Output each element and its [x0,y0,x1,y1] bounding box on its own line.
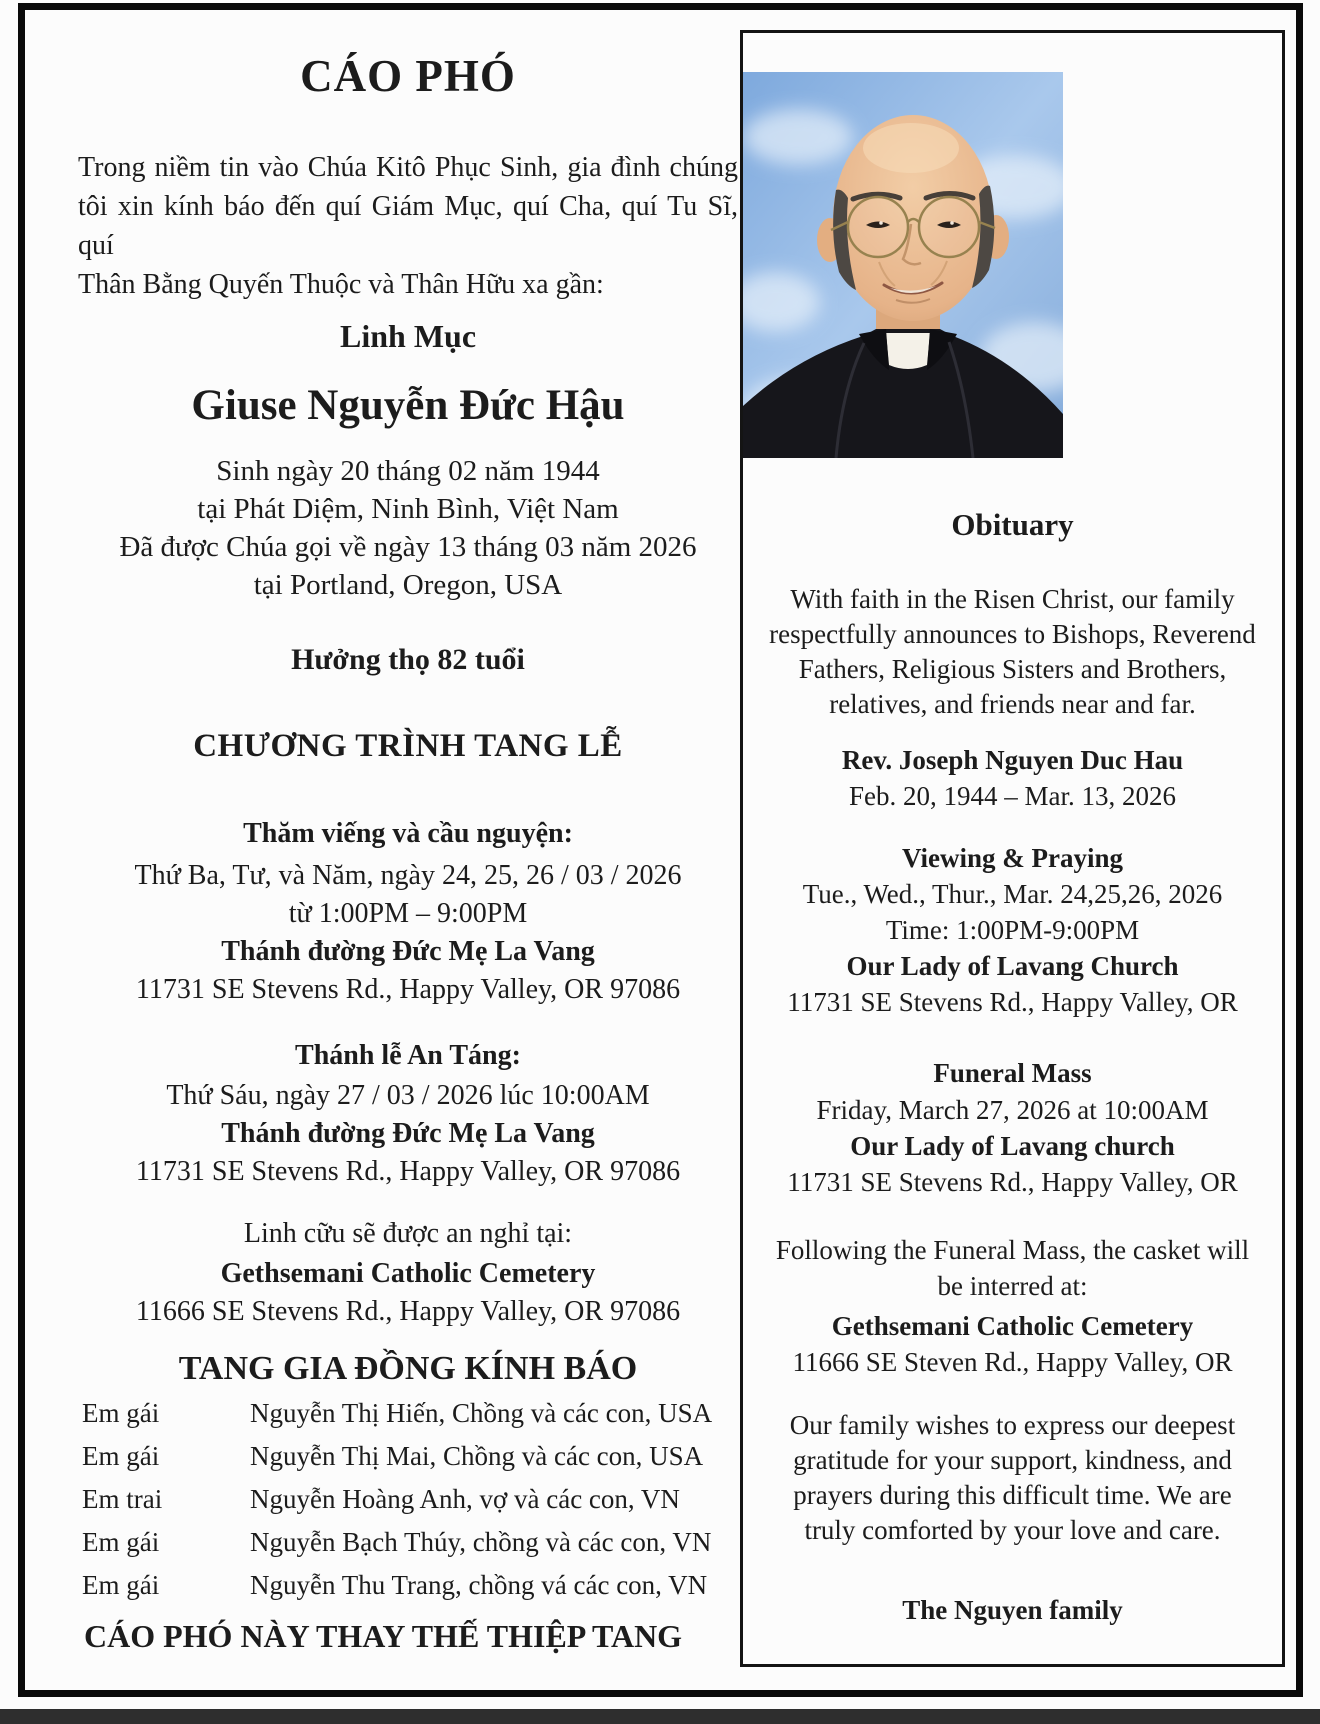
funeral-mass-date-vi: Thứ Sáu, ngày 27 / 03 / 2026 lúc 10:00AM [166,1080,650,1111]
birth-death-details [78,452,738,604]
funeral-mass-church-en: Our Lady of Lavang church [850,1131,1175,1161]
viewing-dates-vi: Thứ Ba, Tư, và Năm, ngày 24, 25, 26 / 03 / 2026 [134,860,682,891]
viewing-time-en: Time: 1:00PM-9:00PM [885,915,1140,945]
death-line: Đã được Chúa gọi về ngày 13 tháng 03 năm 2026 [119,531,697,563]
deceased-name-english: Rev. Joseph Nguyen Duc Hau [841,745,1184,775]
funeral-mass-address-en: 11731 SE Stevens Rd., Happy Valley, OR [787,1167,1238,1197]
family-signature: The Nguyen family [902,1595,1123,1625]
intro-line: respectfully announces to Bishops, Reverend [769,619,1256,649]
funeral-mass-date-en: Friday, March 27, 2026 at 10:00AM [816,1095,1209,1125]
family-member-detail: Nguyễn Thị Mai, Chồng và các con, USA [250,1441,704,1471]
funeral-program-title: CHƯƠNG TRÌNH TANG LỄ [193,728,623,764]
vietnamese-column [78,0,738,1700]
gratitude-paragraph [743,1408,1282,1548]
viewing-church-en: Our Lady of Lavang Church [846,951,1179,981]
gratitude-line: Our family wishes to express our deepest [789,1410,1236,1440]
age-statement: Hưởng thọ 82 tuổi [291,643,525,676]
birth-line: Sinh ngày 20 tháng 02 năm 1944 [216,455,600,487]
funeral-mass-heading-vi: Thánh lễ An Táng: [295,1040,521,1071]
family-row [78,1478,738,1521]
family-member-detail: Nguyễn Bạch Thúy, chồng và các con, VN [250,1527,712,1557]
funeral-mass-heading-en: Funeral Mass [933,1058,1092,1088]
scan-edge-strip [0,1709,1320,1724]
priest-portrait-image [743,72,1063,458]
family-row [78,1435,738,1478]
intro-line: Thân Bằng Quyến Thuộc và Thân Hữu xa gần: [78,269,604,300]
family-list [78,1392,738,1607]
gratitude-line: truly comforted by your love and care. [804,1515,1221,1545]
interment-intro-line: be interred at: [937,1271,1088,1301]
intro-paragraph-english [743,582,1282,722]
intro-line: tôi xin kính báo đến quí Giám Mục, quí Cha, quí Tu Sĩ, quí [78,191,738,261]
funeral-mass-church-vi: Thánh đường Đức Mẹ La Vang [221,1118,595,1149]
interment-cemetery-vi: Gethsemani Catholic Cemetery [220,1258,596,1289]
family-member-detail: Nguyễn Hoàng Anh, vợ và các con, VN [250,1484,680,1514]
family-relation: Em gái [82,1570,160,1600]
intro-line: Trong niềm tin vào Chúa Kitô Phục Sinh, gia đình chúng [78,152,738,183]
intro-line: With faith in the Risen Christ, our family [790,584,1235,614]
deceased-name-vietnamese: Giuse Nguyễn Đức Hậu [191,382,625,429]
birth-line: tại Phát Diệm, Ninh Bình, Việt Nam [197,493,619,525]
family-row [78,1392,738,1435]
death-line: tại Portland, Oregon, USA [253,569,563,601]
clergy-role-label: Linh Mục [339,318,477,354]
viewing-time-vi: từ 1:00PM – 9:00PM [288,898,528,929]
viewing-address-en: 11731 SE Stevens Rd., Happy Valley, OR [787,987,1238,1017]
gratitude-line: prayers during this difficult time. We are [793,1480,1232,1510]
viewing-church-vi: Thánh đường Đức Mẹ La Vang [221,936,595,967]
family-row [78,1521,738,1564]
obituary-box [740,30,1285,1667]
interment-address-en: 11666 SE Steven Rd., Happy Valley, OR [792,1347,1233,1377]
interment-intro-vi: Linh cữu sẽ được an nghỉ tại: [243,1218,573,1249]
obituary-title: Obituary [951,507,1074,542]
intro-line: Fathers, Religious Sisters and Brothers, [798,654,1227,684]
viewing-dates-en: Tue., Wed., Thur., Mar. 24,25,26, 2026 [802,879,1223,909]
family-member-detail: Nguyễn Thị Hiến, Chồng và các con, USA [250,1398,713,1428]
family-relation: Em gái [82,1398,160,1428]
footer-statement-vi: CÁO PHÓ NÀY THAY THẾ THIỆP TANG [84,1618,683,1654]
intro-paragraph-vietnamese [78,148,738,304]
interment-intro-en [743,1232,1282,1304]
page-title-vietnamese: CÁO PHÓ [300,51,516,101]
portrait-photo [743,72,1282,458]
intro-line: relatives, and friends near and far. [829,689,1196,719]
family-row [78,1564,738,1607]
viewing-address-vi: 11731 SE Stevens Rd., Happy Valley, OR 97086 [135,974,681,1005]
viewing-heading-en: Viewing & Praying [902,843,1123,873]
life-dates: Feb. 20, 1944 – Mar. 13, 2026 [849,781,1176,811]
interment-cemetery-en: Gethsemani Catholic Cemetery [831,1311,1194,1341]
family-announcement-title: TANG GIA ĐỒNG KÍNH BÁO [178,1350,638,1387]
interment-address-vi: 11666 SE Stevens Rd., Happy Valley, OR 97086 [135,1296,681,1327]
funeral-mass-address-vi: 11731 SE Stevens Rd., Happy Valley, OR 97086 [135,1156,681,1187]
interment-intro-line: Following the Funeral Mass, the casket will [775,1235,1250,1265]
viewing-heading-vi: Thăm viếng và cầu nguyện: [243,818,573,849]
family-relation: Em trai [82,1484,163,1514]
family-member-detail: Nguyễn Thu Trang, chồng vá các con, VN [250,1570,708,1600]
family-relation: Em gái [82,1441,160,1471]
family-relation: Em gái [82,1527,160,1557]
gratitude-line: gratitude for your support, kindness, and [793,1445,1232,1475]
